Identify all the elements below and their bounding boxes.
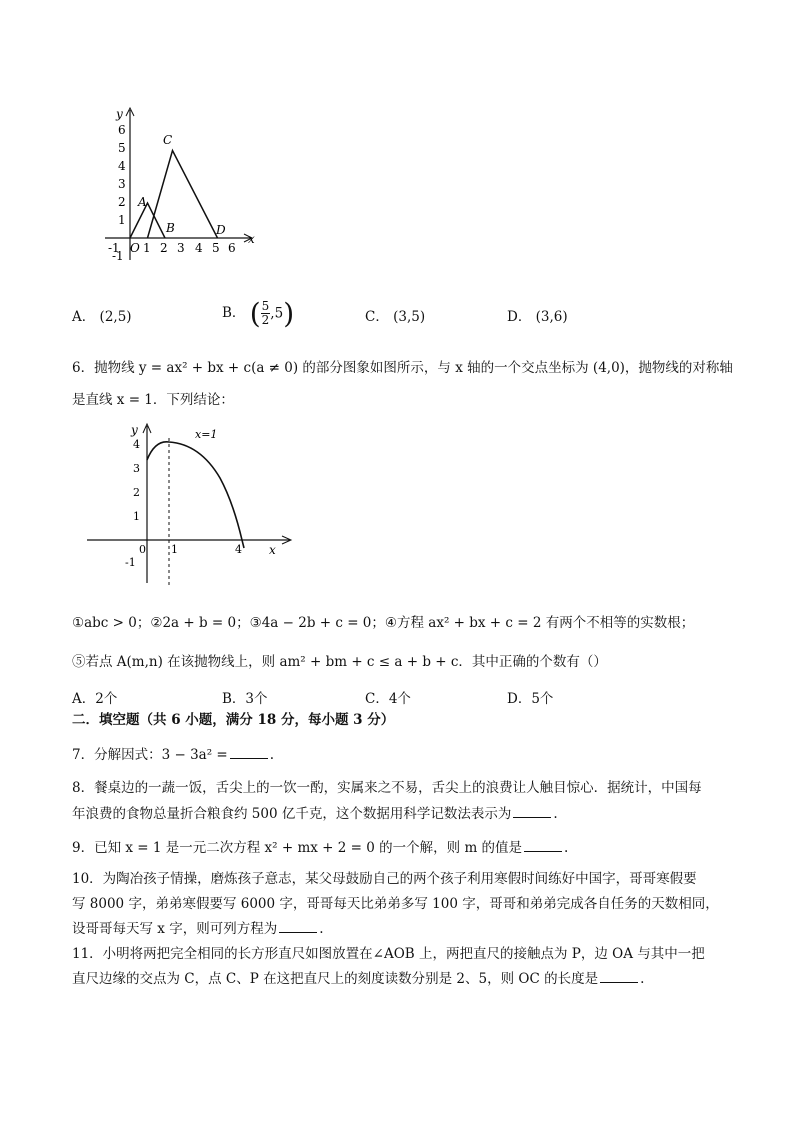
q8-text: 年浪费的食物总量折合粮食约 500 亿千克，这个数据用科学记数法表示为 bbox=[72, 806, 512, 822]
q5-option-a-label: A． bbox=[72, 309, 96, 325]
graph2-xtick-4: 4 bbox=[235, 543, 242, 556]
graph2-xtick-1: 1 bbox=[171, 543, 178, 556]
graph2-ytick-3: 3 bbox=[133, 462, 140, 475]
q5-option-b-denominator: 2 bbox=[261, 313, 270, 327]
q10-text: 设哥哥每天写 x 字，则可列方程为 bbox=[72, 921, 278, 937]
graph1-xtick-5: 5 bbox=[212, 241, 220, 255]
q5-option-d[interactable] bbox=[507, 305, 568, 325]
q6-option-c[interactable]: C．4个 bbox=[365, 691, 411, 707]
graph2-y-label: y bbox=[131, 423, 138, 437]
q5-option-d-value: (3,6) bbox=[535, 309, 568, 325]
graph1-ytick-6: 6 bbox=[118, 123, 126, 137]
q11-end: . bbox=[640, 971, 645, 987]
graph2-x-label: x bbox=[269, 543, 276, 557]
q10-end: . bbox=[319, 921, 324, 937]
q8-line-1: 8．餐桌边的一蔬一饭，舌尖上的一饮一酌，实属来之不易，舌尖上的浪费让人触目惊心．据统计，中国每 bbox=[72, 780, 702, 796]
q6-line-1: 6．抛物线 y = ax² + bx + c(a ≠ 0) 的部分图象如图所示，与 x 轴的一个交点坐标为 (4,0)，抛物线的对称轴 bbox=[72, 360, 733, 376]
q10-line-2: 写 8000 字，弟弟寒假要写 6000 字，哥哥每天比弟弟多写 100 字，哥哥和弟弟完成各自任务的天数相同， bbox=[72, 896, 719, 912]
q7-answer-blank[interactable] bbox=[230, 746, 268, 759]
q9-answer-blank[interactable] bbox=[524, 839, 562, 852]
q8-answer-blank[interactable] bbox=[513, 805, 551, 818]
q6-option-d[interactable]: D．5个 bbox=[507, 691, 554, 707]
q10-answer-blank[interactable] bbox=[279, 920, 317, 933]
parabola-graph bbox=[85, 418, 295, 588]
q5-option-d-label: D． bbox=[507, 309, 532, 325]
q5-option-b[interactable]: B． ( $\frac{5}{2}$ ,5) bbox=[222, 297, 295, 330]
q6-option-a[interactable]: A．2个 bbox=[72, 691, 118, 707]
q5-option-a-value: (2,5) bbox=[99, 309, 132, 325]
graph1-xtick-6: 6 bbox=[228, 241, 236, 255]
q5-option-a[interactable] bbox=[72, 305, 132, 325]
q7 bbox=[72, 746, 274, 764]
q7-end: . bbox=[269, 747, 275, 763]
q11-line-2 bbox=[72, 970, 644, 988]
graph2-ytick-4: 4 bbox=[133, 438, 140, 451]
graph1-ytick-3: 3 bbox=[118, 177, 126, 191]
graph1-xtick-1: 1 bbox=[143, 241, 151, 255]
q8-line-2 bbox=[72, 805, 558, 823]
q5-option-b-fraction bbox=[261, 300, 271, 327]
graph1-xtick-o: O bbox=[130, 241, 140, 255]
q5-option-b-rest: ,5 bbox=[270, 305, 284, 322]
graph1-xtick-3: 3 bbox=[177, 241, 185, 255]
q10-line-1: 10．为陶冶孩子情操，磨炼孩子意志，某父母鼓励自己的两个孩子利用寒假时间练好中国字，哥哥寒假要 bbox=[72, 871, 697, 887]
graph1-xtick-neg1: -1 bbox=[108, 241, 120, 255]
graph1-point-a: A bbox=[138, 195, 147, 209]
graph1-ytick-5: 5 bbox=[118, 141, 126, 155]
graph1-point-d: D bbox=[216, 223, 226, 237]
q11-line-1: 11．小明将两把完全相同的长方形直尺如图放置在∠AOB 上，两把直尺的接触点为 P，边 OA 与其中一把 bbox=[72, 946, 705, 962]
q6-line-2: 是直线 x = 1．下列结论： bbox=[72, 392, 234, 408]
q11-text: 直尺边缘的交点为 C，点 C、P 在这把直尺上的刻度读数分别是 2、5，则 OC 的长度是 bbox=[72, 971, 599, 987]
q5-option-b-label: B． bbox=[222, 305, 246, 321]
q5-option-c[interactable] bbox=[365, 305, 425, 325]
graph1-point-c: C bbox=[163, 133, 173, 147]
graph1-xtick-4: 4 bbox=[195, 241, 203, 255]
q6-statements-1: ①abc > 0；②2a + b = 0；③4a − 2b + c = 0；④方程 ax² + bx + c = 2 有两个不相等的实数根； bbox=[72, 615, 695, 631]
q9-text: 9．已知 x = 1 是一元二次方程 x² + mx + 2 = 0 的一个解，则 m 的值是 bbox=[72, 840, 523, 856]
q6-statements-2: ⑤若点 A(m,n) 在该抛物线上，则 am² + bm + c ≤ a + b + c．其中正确的个数有（） bbox=[72, 654, 607, 670]
q9-end: . bbox=[564, 840, 569, 856]
q7-text: 7．分解因式：3 − 3a² = bbox=[72, 747, 228, 763]
q9 bbox=[72, 839, 568, 857]
graph1-ytick-4: 4 bbox=[118, 159, 126, 173]
q6-option-b[interactable]: B．3个 bbox=[222, 691, 268, 707]
graph2-ytick-neg1: -1 bbox=[125, 556, 136, 569]
section-heading: 二．填空题（共 6 小题，满分 18 分，每小题 3 分） bbox=[72, 712, 395, 728]
graph2-xtick-0: 0 bbox=[139, 543, 146, 556]
triangle-graph bbox=[100, 100, 270, 270]
q10-line-3 bbox=[72, 920, 324, 938]
q5-option-c-value: (3,5) bbox=[393, 309, 426, 325]
q5-option-c-label: C． bbox=[365, 309, 389, 325]
q8-end: . bbox=[553, 806, 558, 822]
graph1-ytick-neg1: -1 bbox=[112, 249, 124, 263]
graph1-ytick-1: 1 bbox=[118, 213, 126, 227]
q5-option-b-numerator: 5 bbox=[261, 299, 270, 313]
graph2-axis-label: x=1 bbox=[195, 428, 218, 441]
graph1-point-b: B bbox=[166, 221, 175, 235]
graph1-y-label: y bbox=[116, 107, 123, 121]
graph2-ytick-2: 2 bbox=[133, 486, 140, 499]
graph1-xtick-2: 2 bbox=[160, 241, 168, 255]
graph2-ytick-1: 1 bbox=[133, 510, 140, 523]
graph1-x-label: x bbox=[248, 232, 255, 246]
q11-answer-blank[interactable] bbox=[600, 970, 638, 983]
graph1-ytick-2: 2 bbox=[118, 195, 126, 209]
